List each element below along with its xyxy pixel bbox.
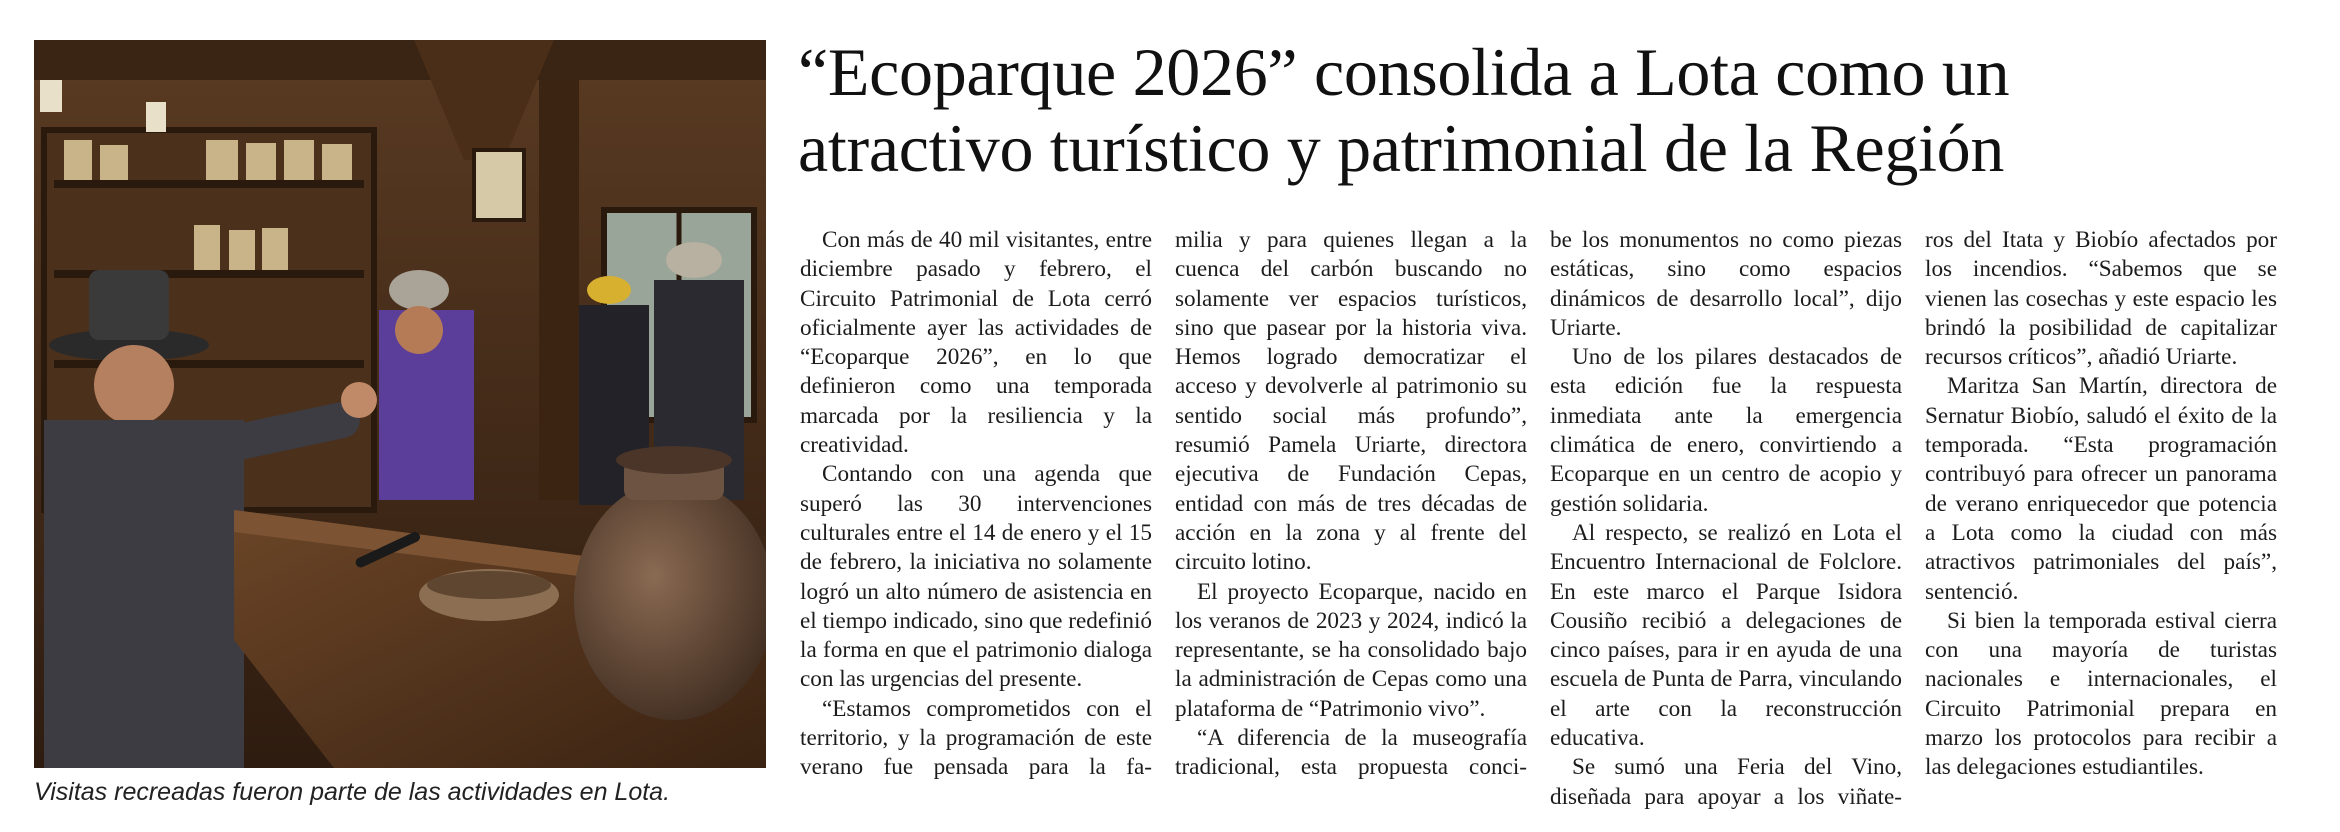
paragraph: ros del Itata y Biobío afectados por los incendios. “Sabemos que se vienen las cosechas y este espacio les brindó la posibilidad de capitalizar recursos críticos”, añadió Uriarte.: [1925, 227, 2277, 371]
headline-line: atractivo turístico y patrimonial de la Región: [798, 110, 2005, 186]
article-column-1: [800, 226, 1152, 783]
article-photo: [34, 40, 766, 768]
paragraph: “Estamos comprometidos con el territorio, y la programación de este verano fue pensada para la fa-: [800, 695, 1152, 781]
paragraph: Si bien la temporada estival cierra con una mayoría de turistas nacionales e internacionales, el Circuito Patrimonial prepara en marzo los protocolos para recibir a las delegaciones estudiantiles.: [1925, 607, 2277, 781]
paragraph: Uno de los pilares destacados de esta edición fue la respuesta inmediata ante la emergencia climática de enero, convirtiendo a Ecoparque en un centro de acopio y gestión solidaria.: [1550, 344, 1902, 517]
paragraph: Con más de 40 mil visitantes, entre diciembre pasado y febrero, el Circuito Patrimonial de Lota cerró oficialmente ayer las actividades de “Ecoparque 2026”, en lo que definieron como una temporada marcada por la resiliencia y la creatividad.: [800, 227, 1152, 459]
paragraph: milia y para quienes llegan a la cuenca del carbón buscando no solamente ver espacios turísticos, sino que pasear por la historia viva. Hemos logrado democratizar el acceso y devolverle al patrimonio su sentido social más profundo”, resumió Pamela Uriarte, directora ejecutiva de Fundación Cepas, entidad con más de tres décadas de acción en la zona y al frente del circuito lotino.: [1175, 227, 1527, 576]
paragraph: be los monumentos no como piezas estáticas, sino como espacios dinámicos de desarrollo local”, dijo Uriarte.: [1550, 227, 1902, 341]
article-column-2: [1175, 226, 1527, 783]
paragraph: Maritza San Martín, directora de Sernatur Biobío, saludó el éxito de la temporada. “Esta programación contribuyó para ofrecer un panorama de verano enriquecedor que potencia a Lota como la ciudad con más atractivos patrimoniales del país”, sentenció.: [1925, 373, 2277, 605]
paragraph: El proyecto Ecoparque, nacido en los veranos de 2023 y 2024, indicó la representante, se ha consolidado bajo la administración de Cepas como una plataforma de “Patrimonio vivo”.: [1175, 578, 1527, 722]
photo-caption: Visitas recreadas fueron parte de las actividades en Lota.: [34, 778, 671, 806]
paragraph: Contando con una agenda que superó las 30 intervenciones culturales entre el 14 de enero y el 15 de febrero, la iniciativa no solamente logró un alto número de asistencia en el tiempo indicado, sino que redefinió la forma en que el patrimonio dialoga con las urgencias del presente.: [800, 461, 1152, 693]
article-column-3: [1550, 226, 1902, 812]
article-column-4: [1925, 226, 2277, 783]
paragraph: “A diferencia de la museografía tradicional, esta propuesta conci-: [1175, 725, 1527, 781]
headline-line: “Ecoparque 2026” consolida a Lota como un: [798, 34, 2010, 110]
headline: [798, 34, 2318, 186]
paragraph: Al respecto, se realizó en Lota el Encuentro Internacional de Folclore. En este marco el Parque Isidora Cousiño recibió a delegaciones de cinco países, para ir en ayuda de una escuela de Punta de Parra, vinculando el arte con la reconstrucción educativa.: [1550, 519, 1902, 752]
paragraph: Se sumó una Feria del Vino, diseñada para apoyar a los viñate-: [1550, 754, 1902, 810]
